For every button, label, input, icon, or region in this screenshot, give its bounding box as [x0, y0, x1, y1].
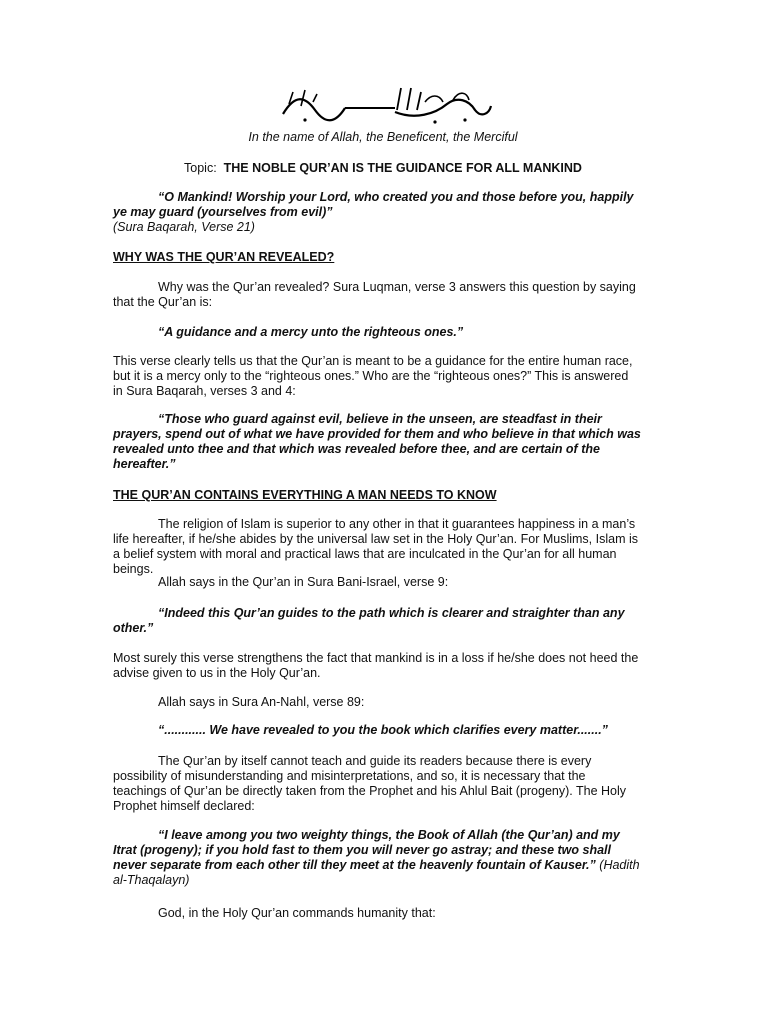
topic-line [113, 161, 653, 176]
topic-title: THE NOBLE QUR’AN IS THE GUIDANCE FOR ALL MANKIND [223, 161, 582, 175]
quote-luqman-3: “A guidance and a mercy unto the righteous ones.” [158, 325, 464, 339]
quote-an-nahl-89: “............ We have revealed to you the book which clarifies every matter.......” [158, 723, 608, 737]
paragraph: Why was the Qur’an revealed? Sura Luqman, verse 3 answers this question by saying that the Qur’an is: [113, 280, 636, 309]
paragraph: The Qur’an by itself cannot teach and guide its readers because there is every possibility of misunderstanding and misinterpretations, and so, it is necessary that the teachings of Qur’an be directly taken from the Prophet and his Ahlul Bait (progeny). The Holy Prophet himself declared: [113, 754, 627, 813]
paragraph: This verse clearly tells us that the Qur’an is meant to be a guidance for the entire human race, but it is a mercy only to the “righteous ones.” Who are the “righteous ones?” This is answered in Sura Baqarah, verses 3 and 4: [113, 354, 633, 398]
section-heading-contains-everything: THE QUR’AN CONTAINS EVERYTHING A MAN NEEDS TO KNOW [113, 488, 497, 502]
topic-label: Topic: [184, 161, 217, 175]
paragraph: The religion of Islam is superior to any other in that it guarantees happiness in a man’s life hereafter, if he/she abides by the universal law set in the Holy Qur’an. For Muslims, Islam is a belief system with moral and practical laws that are inculcated in the Qur’an for all human beings. [113, 517, 638, 576]
quote-bani-israel-9: “Indeed this Qur’an guides to the path which is clearer and straighter than any other.” [113, 606, 625, 635]
quote-thaqalayn [113, 828, 641, 888]
bismillah-calligraphy [275, 84, 495, 126]
quote-baqarah-21-source: (Sura Baqarah, Verse 21) [113, 220, 255, 234]
quote-baqarah-21: “O Mankind! Worship your Lord, who created you and those before you, happily ye may guard (yourselves from evil)” [113, 190, 634, 219]
paragraph: Allah says in the Qur’an in Sura Bani-Israel, verse 9: [158, 575, 449, 589]
section-heading-why-revealed: WHY WAS THE QUR’AN REVEALED? [113, 250, 335, 264]
quote-baqarah-3-4: “Those who guard against evil, believe in the unseen, are steadfast in their prayers, spend out of what we have provided for them and who believe in that which was revealed unto thee and that which was revealed before thee, and are certain of the hereafter.” [113, 412, 641, 471]
paragraph: Allah says in Sura An-Nahl, verse 89: [158, 695, 365, 709]
header-subtitle: In the name of Allah, the Beneficent, the Merciful [248, 130, 518, 144]
paragraph: God, in the Holy Qur’an commands humanity that: [158, 906, 436, 920]
paragraph: Most surely this verse strengthens the fact that mankind is in a loss if he/she does not heed the advise given to us in the Holy Qur’an. [113, 651, 639, 680]
quote-thaqalayn-source: (Hadith al-Thaqalayn) [113, 858, 640, 887]
quote-thaqalayn-text: “I leave among you two weighty things, the Book of Allah (the Qur’an) and my Itrat (progeny); if you hold fast to them you will never go astray; and these two shall never separate from each other till they meet at the heavenly fountain of Kauser.” [113, 828, 620, 872]
